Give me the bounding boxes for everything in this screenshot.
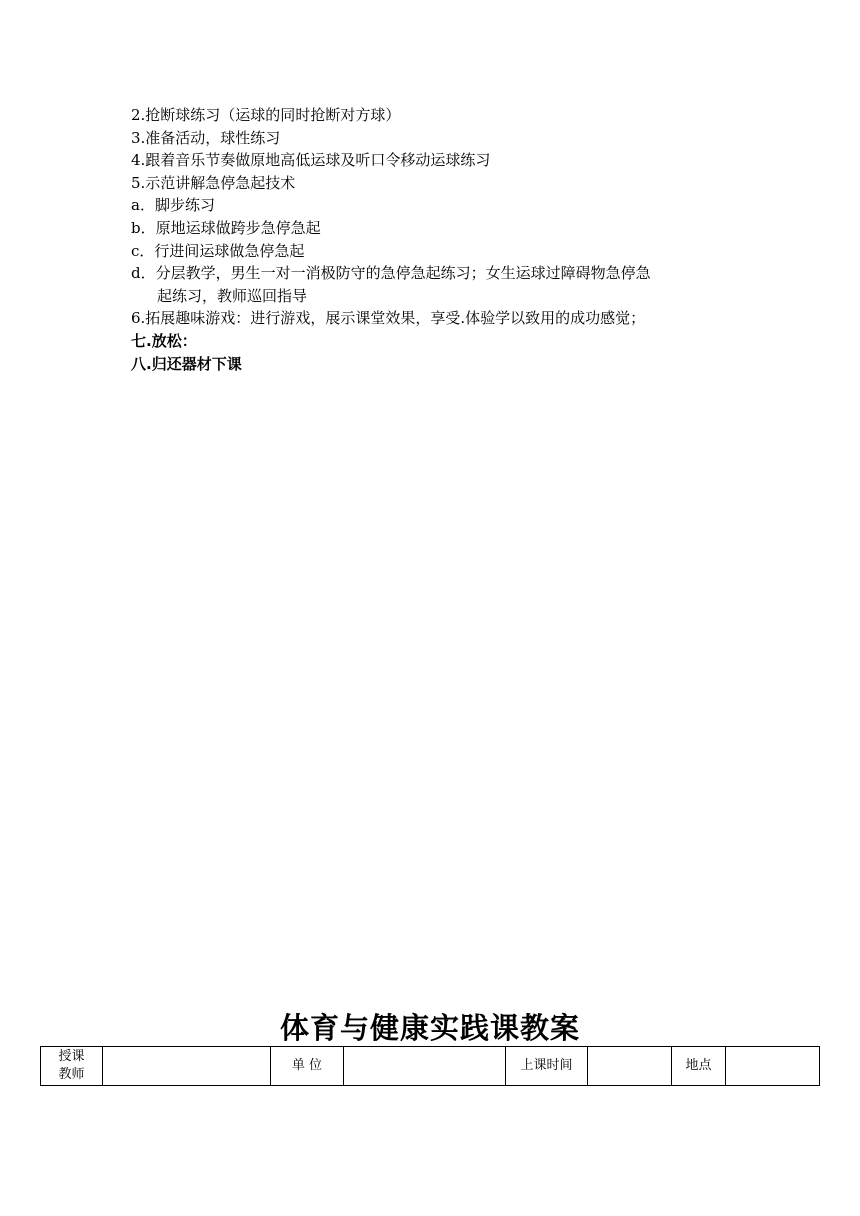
teacher-label-cell	[41, 1047, 103, 1086]
lesson-plan-title: 体育与健康实践课教案	[279, 1011, 580, 1045]
place-value-cell	[726, 1047, 820, 1086]
step-4: 4.跟着音乐节奏做原地高低运球及听口令移动运球练习	[131, 151, 491, 170]
time-label-cell: 上课时间	[506, 1047, 588, 1086]
unit-value-cell	[344, 1047, 506, 1086]
lesson-info-table	[40, 1046, 820, 1086]
place-label-cell: 地点	[672, 1047, 726, 1086]
section-8-heading: 八.归还器材下课	[131, 354, 242, 373]
info-row	[41, 1047, 820, 1086]
unit-label-cell: 单 位	[271, 1047, 344, 1086]
time-value-cell	[588, 1047, 672, 1086]
section-7-heading: 七.放松：	[131, 331, 197, 350]
sub-step-d-line1: d．分层教学，男生一对一消极防守的急停急起练习；女生运球过障碍物急停急	[131, 264, 651, 283]
sub-step-a: a．脚步练习	[131, 196, 215, 215]
step-3: 3.准备活动，球性练习	[131, 128, 281, 147]
teacher-label-line2: 教师	[58, 1067, 85, 1082]
sub-step-d-line2: 起练习，教师巡回指导	[157, 286, 308, 305]
lesson-procedure	[131, 104, 751, 375]
step-6: 6.拓展趣味游戏：进行游戏，展示课堂效果，享受.体验学以致用的成功感觉；	[131, 309, 646, 328]
teacher-label-line1: 授课	[58, 1049, 85, 1064]
teacher-value-cell	[103, 1047, 271, 1086]
sub-step-c: c．行进间运球做急停急起	[131, 241, 305, 260]
sub-step-b: b．原地运球做跨步急停急起	[131, 218, 321, 237]
step-2: 2.抢断球练习（运球的同时抢断对方球）	[131, 106, 401, 124]
step-5: 5.示范讲解急停急起技术	[131, 173, 296, 192]
